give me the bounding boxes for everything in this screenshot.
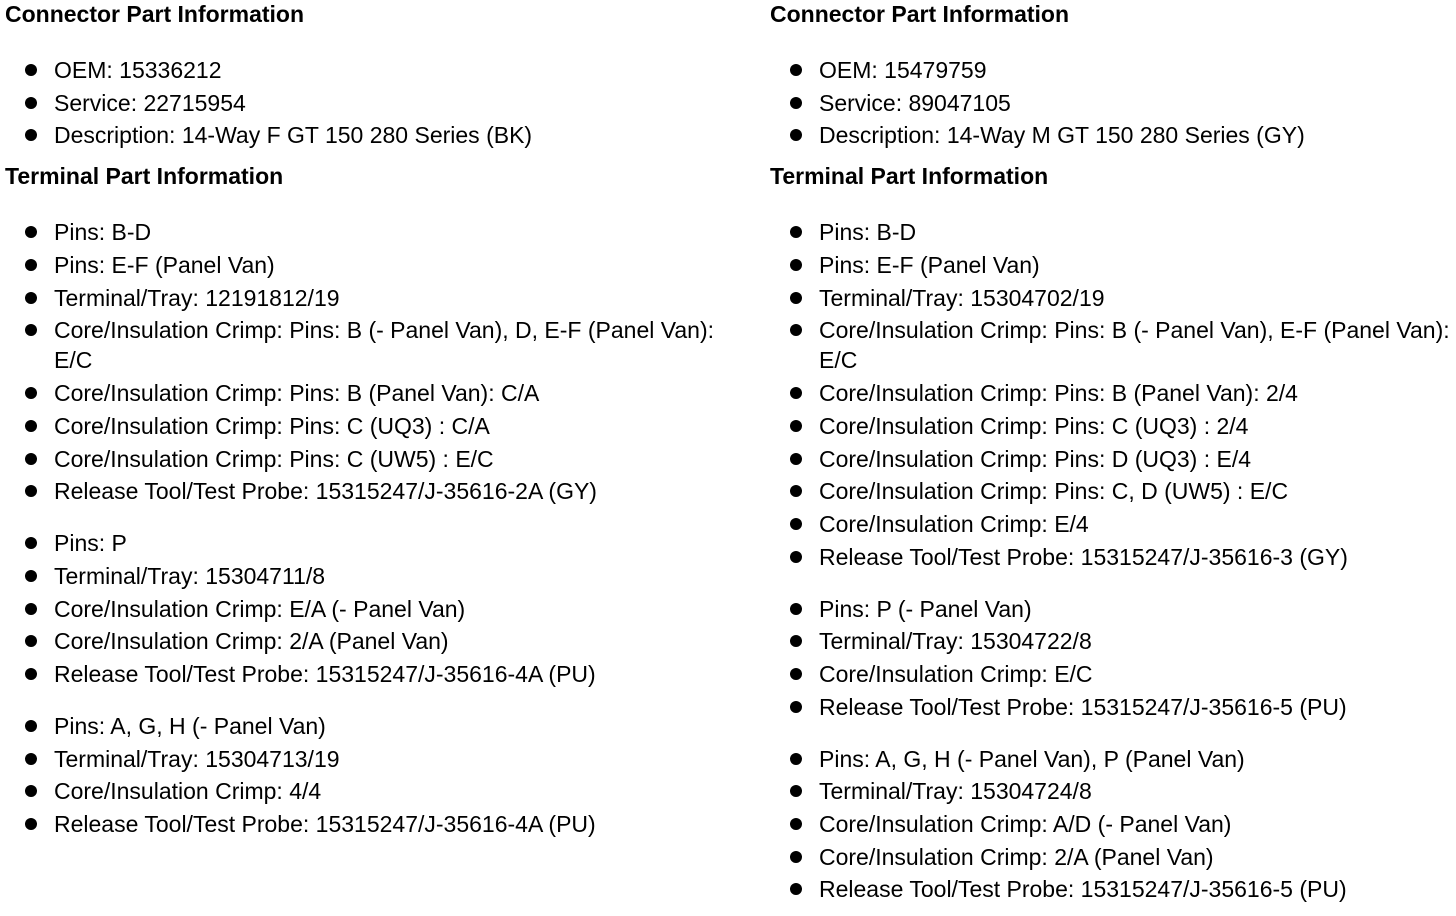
list-item: [770, 542, 1450, 572]
list-item-text: Core/Insulation Crimp: Pins: C, D (UW5) : E/C: [819, 478, 1289, 505]
list-item-text: Description: 14-Way F GT 150 280 Series (BK): [54, 122, 533, 149]
bullet-icon: [25, 635, 37, 647]
list-item: [5, 411, 745, 441]
list-item-text: Terminal/Tray: 15304713/19: [54, 745, 340, 772]
bullet-icon: [25, 485, 37, 497]
list-item: [770, 842, 1450, 872]
bullet-icon: [25, 668, 37, 680]
list-item-text: OEM: 15479759: [819, 57, 987, 83]
bullet-icon: [25, 259, 37, 271]
bullet-icon: [790, 668, 802, 680]
list-item: [770, 692, 1450, 722]
list-item-text: Pins: P: [54, 530, 127, 557]
list-item: [5, 744, 745, 774]
list-item: [5, 626, 745, 656]
bullet-icon: [790, 635, 802, 647]
bullet-icon: [790, 453, 802, 465]
terminal-heading: Terminal Part Information: [5, 163, 284, 190]
bullet-icon: [790, 551, 802, 563]
bullet-icon: [790, 292, 802, 304]
list-item-text: Core/Insulation Crimp: Pins: B (Panel Van): C/A: [54, 380, 540, 407]
list-item-text: Release Tool/Test Probe: 15315247/J-35616-2A (GY): [54, 478, 597, 505]
list-item: [5, 809, 745, 839]
list-item: [770, 659, 1450, 689]
bullet-icon: [25, 818, 37, 830]
list-item: [770, 283, 1450, 313]
list-item-text: Core/Insulation Crimp: 4/4: [54, 778, 322, 805]
bullet-icon: [790, 753, 802, 765]
list-item: [770, 88, 1450, 118]
list-item-text: Release Tool/Test Probe: 15315247/J-35616-5 (PU): [819, 876, 1347, 903]
list-item-text: Service: 22715954: [54, 89, 246, 116]
list-item-text: Release Tool/Test Probe: 15315247/J-35616-3 (GY): [819, 543, 1348, 570]
terminal-group-1: [770, 217, 1450, 571]
bullet-icon: [790, 603, 802, 615]
list-item: [5, 250, 745, 280]
list-item-text: Core/Insulation Crimp: Pins: B (- Panel Van), D, E-F (Panel Van): E/C: [54, 317, 715, 374]
list-item: [5, 55, 745, 85]
list-item-text: Core/Insulation Crimp: 2/A (Panel Van): [54, 628, 449, 655]
bullet-icon: [790, 387, 802, 399]
list-item: [5, 594, 745, 624]
list-item: [770, 476, 1450, 506]
bullet-icon: [25, 64, 37, 76]
bullet-icon: [790, 64, 802, 76]
bullet-icon: [790, 818, 802, 830]
list-item-text: Core/Insulation Crimp: E/C: [819, 660, 1093, 687]
bullet-icon: [25, 97, 37, 109]
list-item: [770, 315, 1450, 375]
list-item: [5, 659, 745, 689]
list-item-text: Pins: P (- Panel Van): [819, 595, 1032, 622]
connector-heading: Connector Part Information: [5, 1, 305, 27]
bullet-icon: [25, 324, 37, 336]
list-item-text: Pins: E-F (Panel Van): [54, 252, 275, 279]
list-item-text: Description: 14-Way M GT 150 280 Series (GY): [819, 122, 1305, 149]
bullet-icon: [790, 97, 802, 109]
list-item: [5, 476, 745, 506]
list-item-text: OEM: 15336212: [54, 57, 222, 83]
list-item: [770, 250, 1450, 280]
bullet-icon: [25, 453, 37, 465]
list-item: [5, 561, 745, 591]
list-item-text: Core/Insulation Crimp: 2/A (Panel Van): [819, 843, 1214, 870]
bullet-icon: [790, 851, 802, 863]
list-item-text: Core/Insulation Crimp: Pins: D (UQ3) : E/4: [819, 445, 1252, 472]
bullet-icon: [25, 129, 37, 141]
list-item: [770, 378, 1450, 408]
left-connector-section: [5, 0, 745, 842]
list-item: [770, 444, 1450, 474]
bullet-icon: [790, 701, 802, 713]
connector-info-list: [770, 55, 1450, 150]
list-item: [770, 411, 1450, 441]
connector-heading: Connector Part Information: [770, 1, 1070, 27]
list-item: [770, 744, 1450, 774]
list-item: [770, 217, 1450, 247]
bullet-icon: [25, 753, 37, 765]
list-item-text: Terminal/Tray: 15304724/8: [819, 778, 1092, 805]
list-item-text: Terminal/Tray: 15304722/8: [819, 628, 1092, 655]
list-item: [770, 120, 1450, 150]
list-item-text: Core/Insulation Crimp: E/4: [819, 510, 1089, 537]
bullet-icon: [790, 129, 802, 141]
list-item-text: Pins: A, G, H (- Panel Van), P (Panel Van): [819, 745, 1245, 772]
list-item: [770, 874, 1450, 904]
list-item: [770, 626, 1450, 656]
list-item: [5, 283, 745, 313]
list-item-text: Terminal/Tray: 15304702/19: [819, 284, 1105, 311]
list-item-text: Release Tool/Test Probe: 15315247/J-35616-5 (PU): [819, 693, 1347, 720]
bullet-icon: [25, 785, 37, 797]
list-item: [770, 809, 1450, 839]
list-item-text: Pins: B-D: [819, 219, 917, 246]
connector-info-list: [5, 55, 745, 150]
list-item: [770, 776, 1450, 806]
list-item-text: Core/Insulation Crimp: Pins: B (Panel Van): 2/4: [819, 380, 1298, 407]
bullet-icon: [790, 785, 802, 797]
bullet-icon: [25, 537, 37, 549]
list-item-text: Service: 89047105: [819, 89, 1011, 116]
terminal-group-1: [5, 217, 745, 506]
list-item: [5, 378, 745, 408]
terminal-group-3: [5, 711, 745, 839]
bullet-icon: [25, 570, 37, 582]
list-item: [5, 88, 745, 118]
bullet-icon: [790, 485, 802, 497]
list-item: [5, 444, 745, 474]
list-item-text: Pins: A, G, H (- Panel Van): [54, 712, 326, 739]
terminal-group-2: [5, 528, 745, 689]
bullet-icon: [790, 259, 802, 271]
list-item: [5, 120, 745, 150]
bullet-icon: [790, 226, 802, 238]
list-item-text: Terminal/Tray: 15304711/8: [54, 562, 326, 589]
list-item-text: Release Tool/Test Probe: 15315247/J-35616-4A (PU): [54, 811, 596, 837]
terminal-group-3: [770, 744, 1450, 905]
list-item: [5, 315, 745, 375]
list-item: [770, 55, 1450, 85]
list-item-text: Core/Insulation Crimp: E/A (- Panel Van): [54, 595, 466, 622]
list-item-text: Pins: E-F (Panel Van): [819, 252, 1040, 279]
list-item-text: Release Tool/Test Probe: 15315247/J-35616-4A (PU): [54, 660, 596, 687]
bullet-icon: [790, 518, 802, 530]
bullet-icon: [25, 720, 37, 732]
bullet-icon: [25, 420, 37, 432]
terminal-group-2: [770, 594, 1450, 722]
bullet-icon: [790, 883, 802, 895]
bullet-icon: [790, 324, 802, 336]
terminal-heading: Terminal Part Information: [770, 163, 1049, 190]
list-item-text: Core/Insulation Crimp: Pins: C (UW5) : E/C: [54, 445, 494, 472]
list-item-text: Core/Insulation Crimp: Pins: B (- Panel Van), E-F (Panel Van): E/C: [819, 317, 1450, 374]
list-item: [5, 217, 745, 247]
list-item: [5, 528, 745, 558]
list-item: [5, 776, 745, 806]
list-item-text: Pins: B-D: [54, 219, 152, 246]
list-item-text: Core/Insulation Crimp: Pins: C (UQ3) : 2/4: [819, 412, 1249, 439]
list-item-text: Terminal/Tray: 12191812/19: [54, 284, 340, 311]
list-item: [770, 594, 1450, 624]
list-item: [770, 509, 1450, 539]
list-item: [5, 711, 745, 741]
bullet-icon: [25, 603, 37, 615]
list-item-text: Core/Insulation Crimp: A/D (- Panel Van): [819, 811, 1232, 837]
bullet-icon: [790, 420, 802, 432]
bullet-icon: [25, 292, 37, 304]
right-connector-section: [770, 0, 1450, 907]
bullet-icon: [25, 226, 37, 238]
bullet-icon: [25, 387, 37, 399]
list-item-text: Core/Insulation Crimp: Pins: C (UQ3) : C/A: [54, 412, 490, 439]
